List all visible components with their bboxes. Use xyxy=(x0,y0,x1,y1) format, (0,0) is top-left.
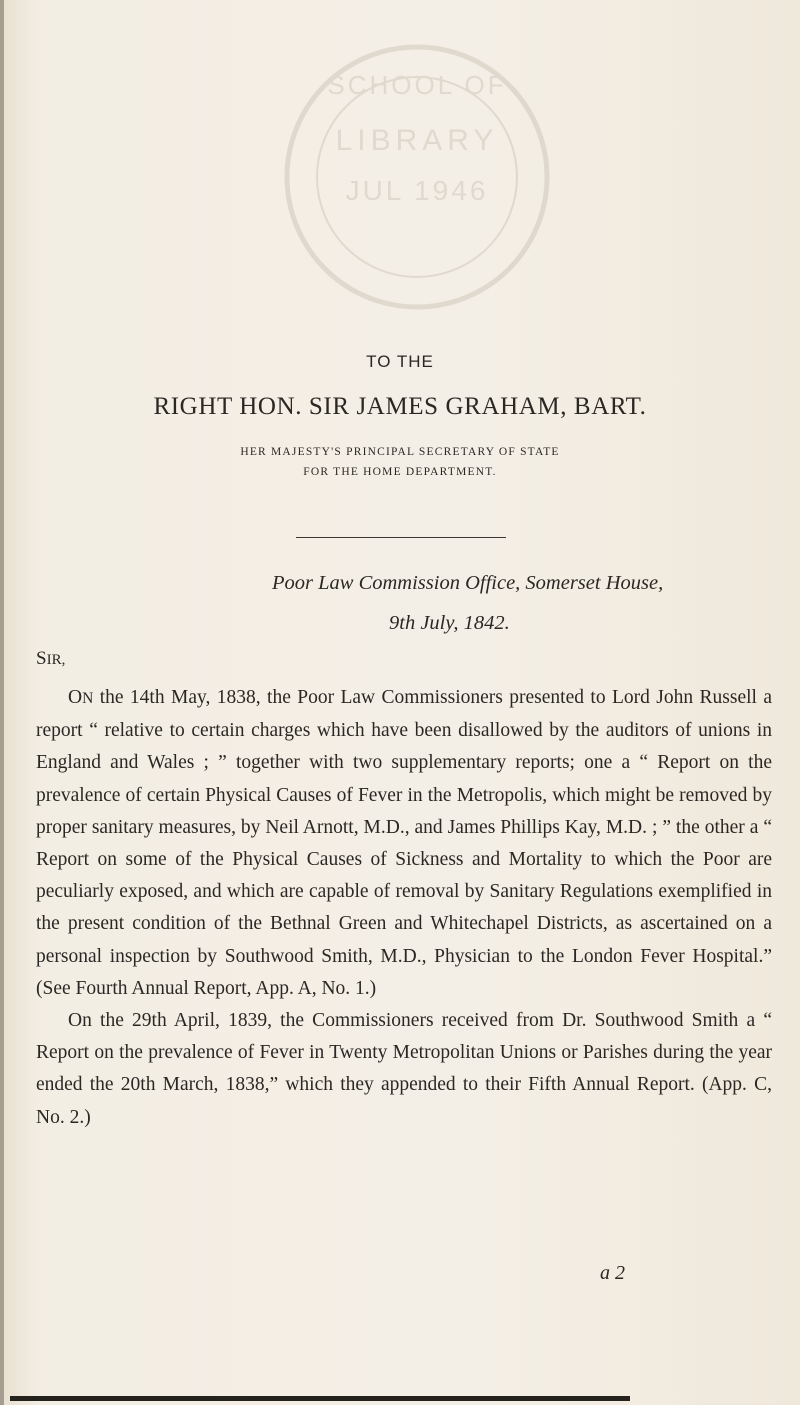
office-title-line-1: HER MAJESTY'S PRINCIPAL SECRETARY OF STATE xyxy=(240,446,560,458)
addressee-office xyxy=(0,442,800,482)
letter-body xyxy=(36,682,772,1134)
paragraph-2: On the 29th April, 1839, the Commissioners received from Dr. Southwood Smith a “ Report on the prevalence of Fever in Twenty Metropolitan Unions or Parishes during the year ended the 20th March, 1838,” which they appended to their Fifth Annual Report. (App. C, No. 2.) xyxy=(36,1010,772,1128)
signature-mark: a 2 xyxy=(600,1262,625,1284)
paragraph-1-text: the 14th May, 1838, the Poor Law Commissioners presented to Lord John Russell a report “ relative to certain charges which have been disallowed by the auditors of unions in England and Wales ; ” together with two supplementary reports; one a “ Report on the prevalence of certain Physical Causes of Fever in the Metropolis, which might be removed by proper sanitary measures, by Neil Arnott, M.D., and James Phillips Kay, M.D. ; ” the other a “ Report on some of the Physical Causes of Sickness and Mortality to which the Poor are peculiarly exposed, and which are capable of removal by Sanitary Regulations exemplified in the present condition of the Bethnal Green and Whitechapel Districts, as ascertained on a personal inspection by Southwood Smith, M.D., Physician to the London Fever Hospital.” (See Fourth Annual Report, App. A, No. 1.) xyxy=(36,687,772,999)
salutation xyxy=(36,648,65,670)
library-stamp xyxy=(272,32,562,322)
paragraph-1 xyxy=(36,682,772,1005)
addressee-name: RIGHT HON. SIR JAMES GRAHAM, BART. xyxy=(153,393,647,420)
salutation-initial: S xyxy=(36,648,47,669)
salutation-rest: IR, xyxy=(46,652,66,668)
page-bottom-border xyxy=(10,1396,630,1401)
paragraph-1-lead-initial: O xyxy=(68,687,83,708)
office-title-line-2: FOR THE HOME DEPARTMENT. xyxy=(303,466,497,478)
stamp-text-date: JUL 1946 xyxy=(345,175,489,206)
dateline-date: 9th July, 1842. xyxy=(389,612,510,634)
address-to-the: TO THE xyxy=(366,352,434,371)
page-edge-shadow xyxy=(0,0,4,1405)
dateline-place: Poor Law Commission Office, Somerset House, xyxy=(272,572,664,594)
section-divider xyxy=(296,537,506,538)
paragraph-1-lead-rest: N xyxy=(82,690,94,707)
stamp-text-top: SCHOOL OF xyxy=(327,70,507,100)
stamp-text-middle: LIBRARY xyxy=(335,124,499,157)
